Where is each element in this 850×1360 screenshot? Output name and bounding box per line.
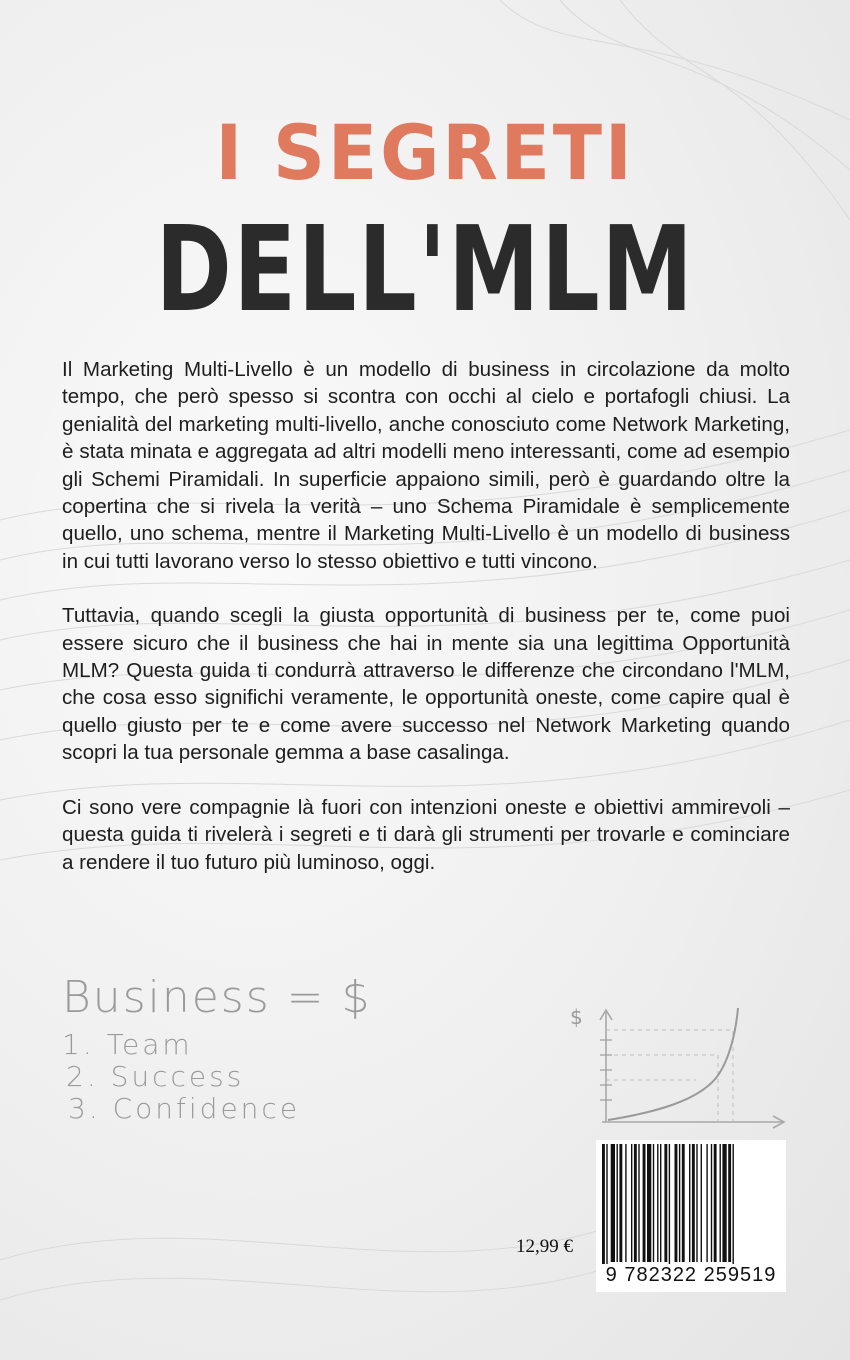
barcode-bar — [631, 1144, 632, 1262]
barcode-bar — [653, 1144, 654, 1262]
barcode-bar — [733, 1144, 734, 1264]
barcode-bar — [619, 1144, 622, 1262]
barcode-bar — [647, 1144, 651, 1262]
barcode-bar — [669, 1144, 670, 1264]
barcode-bar — [602, 1144, 605, 1264]
barcode-bar — [634, 1144, 637, 1262]
barcode-bar — [638, 1144, 639, 1262]
barcode-bar — [606, 1144, 607, 1264]
barcode-bar — [706, 1144, 707, 1262]
back-cover-text — [62, 356, 790, 903]
graph-axes — [600, 1010, 784, 1128]
isbn-number: 9 782322 259519 — [605, 1264, 777, 1286]
barcode-bar — [689, 1144, 690, 1262]
barcode-bar — [714, 1144, 717, 1262]
barcode-bar — [679, 1144, 680, 1262]
barcode — [596, 1140, 786, 1292]
barcode-bar — [625, 1144, 626, 1262]
title-line-2: DELL'MLM — [155, 200, 695, 338]
title-line-1: I SEGRETI — [215, 108, 635, 197]
sketch-item-team: 1. Team — [62, 1028, 193, 1061]
barcode-bar — [617, 1144, 618, 1262]
sketch-item-confidence: 3. Confidence — [68, 1092, 301, 1125]
barcode-bar — [675, 1144, 678, 1262]
barcode-bar — [643, 1144, 646, 1262]
paragraph-1: Il Marketing Multi-Livello è un modello di business in circolazione da molto tempo, che però spesso si scontra con occhi al cielo e portafogli chiusi. La genialità del marketing multi-livello, anche conosciuto come Network Marketing, è stata minata e aggregata ad altri modelli meno interessanti, come ad esempio gli Schemi Piramidali. In superficie appaiono simili, però è guardando oltre la copertina che si rivela la verità – uno Schema Piramidale è semplicemente quello, uno schema, mentre il Marketing Multi-Livello è un modello di business in cui tutti lavorano verso lo stesso obiettivo e tutti vincono. — [62, 358, 790, 573]
barcode-bar — [711, 1144, 712, 1262]
barcode-bar — [701, 1144, 702, 1262]
price-label: 12,99 € — [516, 1236, 573, 1257]
barcode-bar — [682, 1144, 685, 1262]
sketch-equation: Business = $ — [62, 972, 372, 1023]
barcode-bar — [722, 1144, 726, 1262]
barcode-bars — [598, 1144, 784, 1264]
handwritten-sketch — [62, 972, 371, 1125]
graph-axis-label: $ — [570, 1005, 583, 1029]
barcode-bar — [657, 1144, 658, 1262]
barcode-bar — [692, 1144, 695, 1262]
sketch-item-success: 2. Success — [66, 1060, 245, 1093]
barcode-bar — [696, 1144, 697, 1262]
paragraph-3: Ci sono vere compagnie là fuori con intenzioni oneste e obiettivi ammirevoli – questa guida ti rivelerà i segreti e ti darà gli strumenti per trovarle e cominciare a rendere il tuo futuro più luminoso, oggi. — [62, 795, 790, 874]
growth-graph-sketch — [568, 1000, 790, 1130]
paragraph-2: Tuttavia, quando scegli la giusta opportunità di business per te, come puoi essere sicuro che il business che hai in mente sia una legittima Opportunità MLM? Questa guida ti condurrà attraverso le differenze che circondano l'MLM, che cosa esso significhi veramente, le opportunità oneste, come capire qual è quello giusto per te e come avere successo nel Network Marketing quando scopri la tua personale gemma a base casalinga. — [62, 604, 790, 765]
barcode-bar — [660, 1144, 661, 1262]
barcode-bar — [611, 1144, 615, 1262]
barcode-bar — [664, 1144, 667, 1262]
graph-guides — [606, 1030, 733, 1122]
barcode-bar — [720, 1144, 721, 1262]
barcode-bar — [728, 1144, 731, 1262]
